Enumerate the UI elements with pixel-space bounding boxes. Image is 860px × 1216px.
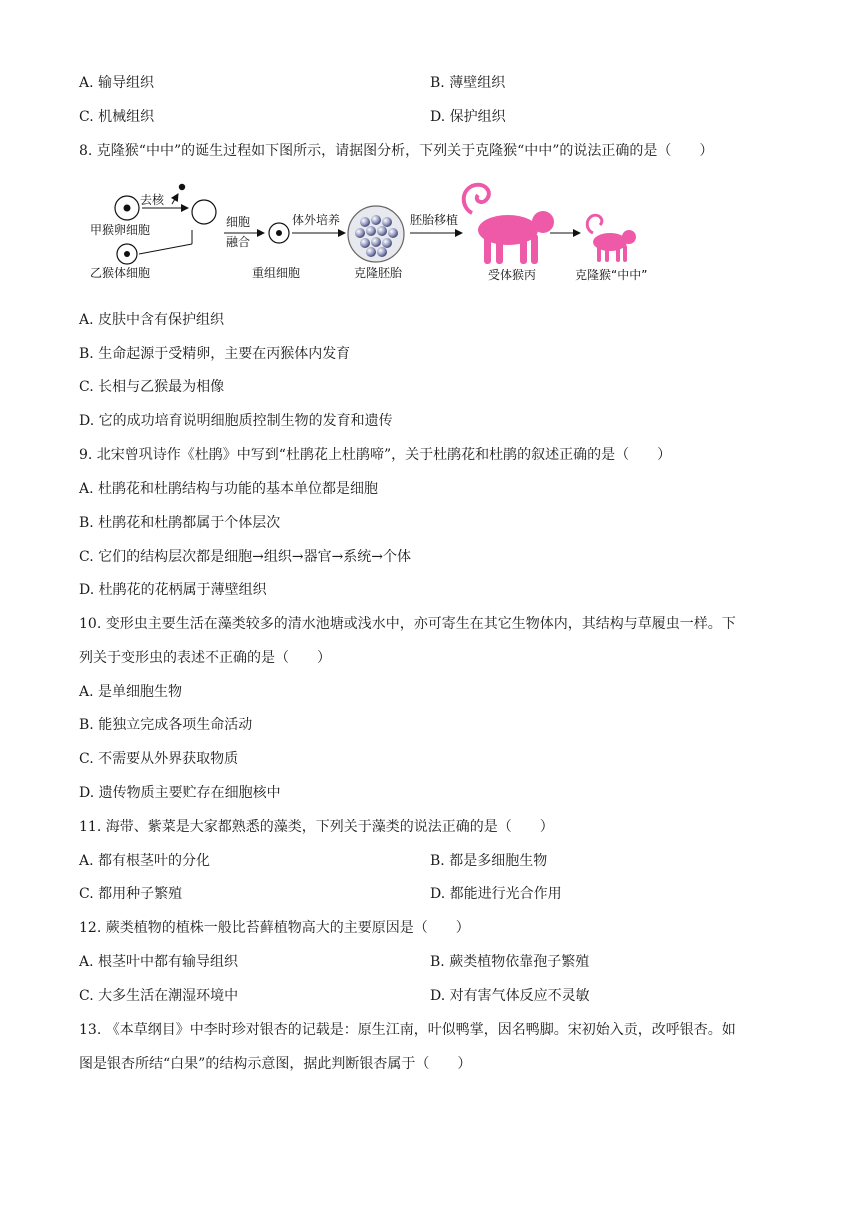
enucleated-egg-icon	[192, 200, 216, 224]
q9-option-b: B. 杜鹃花和杜鹃都属于个体层次	[79, 515, 281, 531]
fusion-label-2: 融合	[226, 235, 251, 249]
clone-label: 克隆猴“中中”	[575, 268, 648, 282]
q8-option-d: D. 它的成功培育说明细胞质控制生物的发育和遗传	[79, 413, 393, 429]
cloning-process-diagram	[80, 178, 680, 288]
q8-option-b: B. 生命起源于受精卵，主要在丙猴体内发育	[79, 346, 351, 362]
q7-option-c: C. 机械组织	[79, 109, 155, 125]
q9-stem: 9. 北宋曾巩诗作《杜鹃》中写到“杜鹃花上杜鹃啼”，关于杜鹃花和杜鹃的叙述正确的是（ ）	[79, 447, 672, 463]
fusion-label-1: 细胞	[226, 215, 251, 229]
q12-stem: 12. 蕨类植物的植株一般比苔藓植物高大的主要原因是（ ）	[79, 920, 470, 936]
q7-option-d: D. 保护组织	[430, 109, 506, 125]
nucleus-out-arrow	[172, 194, 178, 204]
q10-option-b: B. 能独立完成各项生命活动	[79, 717, 253, 733]
egg-cell-label: 甲猴卵细胞	[90, 223, 151, 237]
q7-option-a: A. 输导组织	[79, 75, 155, 91]
recipient-monkey-icon	[464, 185, 554, 264]
recombined-cell-label: 重组细胞	[252, 266, 301, 280]
remove-nucleus-label: 去核	[140, 193, 165, 207]
q12-option-d: D. 对有害气体反应不灵敏	[430, 988, 590, 1004]
q9-option-d: D. 杜鹃花的花柄属于薄壁组织	[79, 582, 267, 598]
egg-cell-icon	[115, 196, 139, 220]
cloned-embryo-icon	[348, 206, 404, 262]
q8-stem: 8. 克隆猴“中中”的诞生过程如下图所示，请据图分析，下列关于克隆猴“中中”的说法正确的是（ ）	[79, 143, 714, 159]
q11-option-b: B. 都是多细胞生物	[430, 853, 548, 869]
q10-stem-line-2: 列关于变形虫的表述不正确的是（ ）	[79, 650, 331, 666]
q12-option-c: C. 大多生活在潮湿环境中	[79, 988, 239, 1004]
clone-monkey-icon	[587, 215, 636, 262]
q8-option-a: A. 皮肤中含有保护组织	[79, 312, 225, 328]
q8-option-c: C. 长相与乙猴最为相像	[79, 379, 225, 395]
q10-option-a: A. 是单细胞生物	[79, 684, 183, 700]
q11-option-a: A. 都有根茎叶的分化	[79, 853, 211, 869]
q10-stem-line-1: 10. 变形虫主要生活在藻类较多的清水池塘或浅水中，亦可寄生在其它生物体内，其结构与草履虫一样。下	[79, 616, 736, 632]
q10-option-d: D. 遗传物质主要贮存在细胞核中	[79, 785, 281, 801]
culture-label: 体外培养	[292, 213, 341, 227]
transplant-label: 胚胎移植	[410, 213, 459, 227]
recombined-cell-icon	[269, 223, 289, 243]
q11-option-c: C. 都用种子繁殖	[79, 886, 183, 902]
q11-stem: 11. 海带、紫菜是大家都熟悉的藻类，下列关于藻类的说法正确的是（ ）	[79, 819, 554, 835]
q11-option-d: D. 都能进行光合作用	[430, 886, 562, 902]
q12-option-b: B. 蕨类植物依靠孢子繁殖	[430, 954, 590, 970]
q12-option-a: A. 根茎叶中都有输导组织	[79, 954, 239, 970]
removed-nucleus-icon	[179, 184, 185, 190]
recipient-label: 受体猴丙	[488, 268, 537, 282]
q10-option-c: C. 不需要从外界获取物质	[79, 751, 239, 767]
q13-stem-line-1: 13. 《本草纲目》中李时珍对银杏的记载是：原生江南，叶似鸭掌，因名鸭脚。宋初始入贡，改呼银杏。如	[79, 1022, 736, 1038]
body-cell-label: 乙猴体细胞	[90, 266, 151, 280]
embryo-label: 克隆胚胎	[354, 266, 403, 280]
q9-option-c: C. 它们的结构层次都是细胞→组织→器官→系统→个体	[79, 549, 412, 565]
q9-option-a: A. 杜鹃花和杜鹃结构与功能的基本单位都是细胞	[79, 481, 379, 497]
q7-option-b: B. 薄壁组织	[430, 75, 506, 91]
body-cell-icon	[117, 244, 137, 264]
body-cell-join-line	[139, 244, 192, 254]
q13-stem-line-2: 图是银杏所结“白果”的结构示意图，据此判断银杏属于（ ）	[79, 1056, 472, 1072]
